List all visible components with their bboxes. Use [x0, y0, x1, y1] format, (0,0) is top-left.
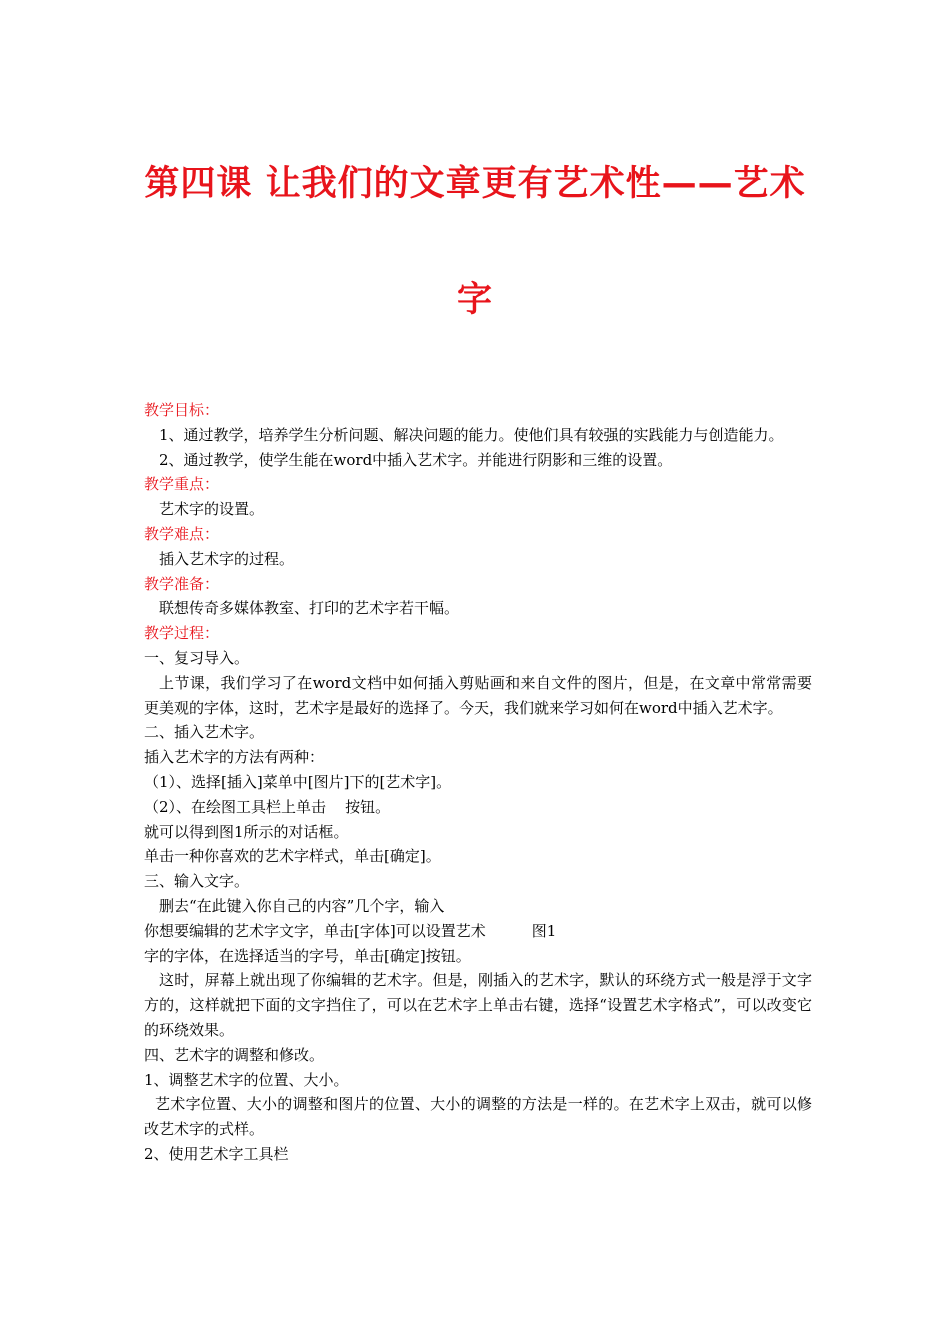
prep-text: 联想传奇多媒体教室、打印的艺术字若干幅。 — [159, 599, 460, 618]
process-heading: 教学过程： — [144, 624, 220, 643]
difficulty-text: 插入艺术字的过程。 — [159, 549, 295, 568]
section-1-title: 一、复习导入。 — [144, 648, 250, 667]
section-2-line-2: （1）、选择[插入]菜单中[图片]下的[艺术字]。 — [144, 772, 452, 791]
section-2-line-1: 插入艺术字的方法有两种： — [144, 748, 325, 767]
section-2-line-5: 单击一种你喜欢的艺术字样式，单击[确定]。 — [144, 847, 441, 866]
section-4-title: 四、艺术字的调整和修改。 — [144, 1045, 325, 1064]
objective-heading: 教学目标： — [144, 401, 220, 419]
section-2-title: 二、插入艺术字。 — [144, 723, 265, 742]
objective-1: 1、通过教学，培养学生分析问题、解决问题的能力。使他们具有较强的实践能力与创造能力。 — [159, 425, 784, 444]
section-3-title: 三、输入文字。 — [144, 872, 250, 891]
section-4-subtitle-1: 1、调整艺术字的位置、大小。 — [144, 1070, 349, 1089]
section-3-line-1: 删去“在此键入你自己的内容”几个字，输入 — [159, 896, 445, 915]
section-4-paragraph: 艺术字位置、大小的调整和图片的位置、大小的调整的方法是一样的。在艺术字上双击，就可以修改艺术字的式样。 — [144, 1095, 812, 1139]
section-3-line-2-text: 你想要编辑的艺术字文字，单击[字体]可以设置艺术 — [144, 921, 486, 940]
section-2-line-3: （2）、在绘图工具栏上单击 按钮。 — [144, 797, 391, 816]
section-3-line-2 — [144, 919, 812, 944]
section-4-subtitle-2: 2、使用艺术字工具栏 — [144, 1144, 289, 1163]
objective-2: 2、通过教学，使学生能在word中插入艺术字。并能进行阴影和三维的设置。 — [159, 450, 673, 469]
prep-heading: 教学准备： — [144, 574, 220, 593]
section-1-paragraph: 上节课，我们学习了在word文档中如何插入剪贴画和来自文件的图片，但是，在文章中常常需要更美观的字体，这时，艺术字是最好的选择了。今天，我们就来学习如何在word中插入艺术字。 — [144, 673, 812, 717]
document-title-line-2: 字 — [456, 280, 493, 320]
keypoint-text: 艺术字的设置。 — [159, 500, 265, 519]
keypoint-heading: 教学重点： — [144, 475, 220, 494]
document-title-line-1: 第四课 让我们的文章更有艺术性——艺术 — [144, 164, 806, 204]
section-3-line-3: 字的字体，在选择适当的字号，单击[确定]按钮。 — [144, 946, 471, 965]
figure-1-caption: 图1 — [531, 921, 557, 940]
document-body — [144, 398, 812, 1167]
section-2-line-4: 就可以得到图1所示的对话框。 — [144, 822, 349, 841]
difficulty-heading: 教学难点： — [144, 524, 220, 543]
section-3-paragraph: 这时，屏幕上就出现了你编辑的艺术字。但是，刚插入的艺术字，默认的环绕方式一般是浮于文字方的，这样就把下面的文字挡住了，可以在艺术字上单击右键，选择“设置艺术字格式”，可以改变它的环绕效果。 — [144, 971, 812, 1039]
